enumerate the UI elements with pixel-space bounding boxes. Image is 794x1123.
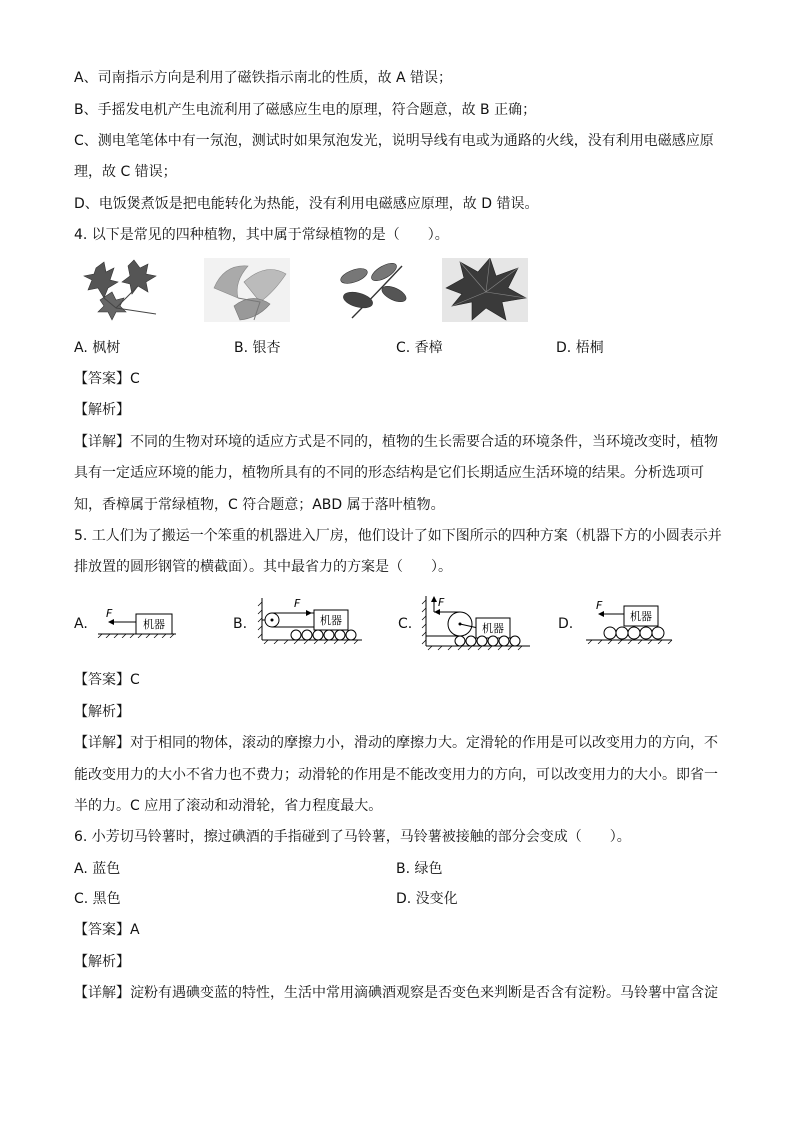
maple-leaf-image — [76, 258, 162, 322]
q5-option-d-letter: D. — [558, 616, 574, 632]
q5-detail-line-1: 【详解】对于相同的物体，滚动的摩擦力小，滑动的摩擦力大。定滑轮的作用是可以改变用力的方向，不 — [74, 735, 718, 751]
q6-detail-line-1: 【详解】淀粉有遇碘变蓝的特性，生活中常用滴碘酒观察是否变色来判断是否含有淀粉。马铃薯中富含淀 — [74, 985, 718, 1001]
prev-option-a-explanation: A、司南指示方向是利用了磁铁指示南北的性质，故 A 错误； — [74, 70, 453, 86]
q5-option-a-letter: A. — [74, 616, 88, 632]
q4-option-b: B. 银杏 — [234, 340, 281, 356]
q4-option-a: A. 枫树 — [74, 340, 121, 356]
q4-detail-line-3: 知，香樟属于常绿植物，C 符合题意；ABD 属于落叶植物。 — [74, 497, 445, 513]
prev-option-b-explanation: B、手摇发电机产生电流利用了磁感应生电的原理，符合题意，故 B 正确； — [74, 102, 537, 118]
q4-analysis-heading: 【解析】 — [74, 402, 130, 418]
q5-detail-line-2: 能改变用力的大小不省力也不费力；动滑轮的作用是不能改变用力的方向，可以改变用力的大小。即省一 — [74, 767, 718, 783]
q4-detail-line-1: 【详解】不同的生物对环境的适应方式是不同的，植物的生长需要合适的环境条件，当环境改变时，植物 — [74, 434, 718, 450]
q6-analysis-heading: 【解析】 — [74, 954, 130, 970]
q5-b-force-label: F — [294, 597, 301, 610]
q5-diagram-c — [420, 594, 532, 652]
q5-stem-line-1: 5. 工人们为了搬运一个笨重的机器进入厂房，他们设计了如下图所示的四种方案（机器下方的小圆表示并 — [74, 528, 722, 544]
q4-answer: 【答案】C — [74, 371, 140, 387]
camphor-leaf-image — [332, 258, 418, 322]
q5-diagram-d — [584, 600, 674, 644]
q6-option-d: D. 没变化 — [396, 891, 458, 907]
prev-option-c-explanation-cont: 理，故 C 错误； — [74, 164, 177, 180]
q5-d-machine-label: 机器 — [630, 610, 652, 623]
prev-option-c-explanation: C、测电笔笔体中有一氖泡，测试时如果氖泡发光，说明导线有电或为通路的火线，没有利用电磁感应原 — [74, 133, 714, 149]
q5-detail-line-3: 半的力。C 应用了滚动和动滑轮，省力程度最大。 — [74, 798, 383, 814]
q5-answer: 【答案】C — [74, 672, 140, 688]
q6-option-b: B. 绿色 — [396, 861, 443, 877]
q6-option-c: C. 黑色 — [74, 891, 121, 907]
q4-stem: 4. 以下是常见的四种植物，其中属于常绿植物的是（ ）。 — [74, 227, 449, 243]
q5-c-force-label: F — [438, 596, 445, 609]
ginkgo-leaf-image — [204, 258, 290, 322]
q5-a-machine-label: 机器 — [143, 618, 165, 631]
prev-option-d-explanation: D、电饭煲煮饭是把电能转化为热能，没有利用电磁感应原理，故 D 错误。 — [74, 196, 539, 212]
q6-option-a: A. 蓝色 — [74, 861, 121, 877]
q5-b-machine-label: 机器 — [320, 614, 342, 627]
q4-option-c: C. 香樟 — [396, 340, 443, 356]
q6-answer: 【答案】A — [74, 922, 140, 938]
q5-diagram-a — [96, 606, 178, 638]
q4-option-d: D. 梧桐 — [556, 340, 604, 356]
q5-c-machine-label: 机器 — [482, 622, 504, 635]
q5-option-b-letter: B. — [233, 616, 248, 632]
q5-d-force-label: F — [596, 600, 603, 612]
q5-analysis-heading: 【解析】 — [74, 704, 130, 720]
q5-diagram-b — [256, 594, 364, 644]
q5-option-c-letter: C. — [398, 616, 413, 632]
q4-detail-line-2: 具有一定适应环境的能力，植物所具有的不同的形态结构是它们长期适应生活环境的结果。分析选项可 — [74, 465, 704, 481]
q5-stem-line-2: 排放置的圆形钢管的横截面）。其中最省力的方案是（ ）。 — [74, 559, 452, 575]
plane-tree-leaf-image — [442, 258, 528, 322]
q6-stem: 6. 小芳切马铃薯时，擦过碘酒的手指碰到了马铃薯，马铃薯被接触的部分会变成（ ）。 — [74, 829, 631, 845]
q5-a-force-label: F — [106, 607, 113, 620]
